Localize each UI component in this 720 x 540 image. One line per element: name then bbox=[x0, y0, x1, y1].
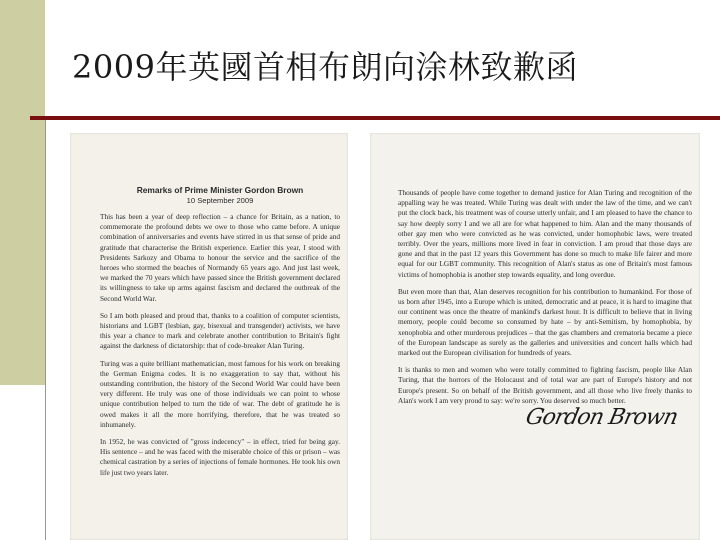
letter-paragraph: But even more than that, Alan deserves recognition for his contribution to humankind. For those of us born after 1945, into a Europe which is united, democratic and at peace, it is hard to imagine that our continent was once the theatre of mankind's darkest hour. It is difficult to believe that in living memory, people could become so consumed by hate – by anti-Semitism, by homophobia, by xenophobia and other murderous prejudices – that the gas chambers and crematoria became a piece of the European landscape as surely as the galleries and universities and concert halls which had marked out the European civilisation for hundreds of years. bbox=[398, 286, 692, 358]
letter-date: 10 September 2009 bbox=[186, 196, 254, 205]
letter-paragraph: Turing was a quite brilliant mathematician, most famous for his work on breaking the German Enigma codes. It is no exaggeration to say that, without his outstanding contribution, the history of the Second World War could have been very different. He truly was one of those individuals we can point to whose unique contribution helped to turn the tide of war. The debt of gratitude he is owed makes it all the more horrifying, therefore, that he was treated so inhumanely. bbox=[100, 358, 340, 429]
title-underline bbox=[30, 116, 720, 120]
letter-page-1 bbox=[100, 185, 340, 540]
side-accent-bar bbox=[0, 0, 45, 385]
letter-page-2 bbox=[398, 188, 692, 540]
letter-page-2-photo bbox=[370, 133, 700, 540]
handwritten-signature: Gordon Brown bbox=[523, 405, 680, 431]
letter-paragraph: It is thanks to men and women who were totally committed to fighting fascism, people like Alan Turing, that the horrors of the Holocaust and of total war are part of Europe's history and not Europe's present. So on behalf of the British government, and all those who live freely thanks to Alan's work I am very proud to say: we're sorry. You deserved so much better. bbox=[398, 365, 692, 405]
letter-paragraph: So I am both pleased and proud that, thanks to a coalition of computer scientists, historians and LGBT (lesbian, gay, bisexual and transgender) activists, we have this year a chance to mark and celebrate another contribution to Britain's fight against the darkness of dictatorship: that of code-breaker Alan Turing. bbox=[100, 310, 340, 351]
letter-page-1-photo bbox=[70, 133, 348, 540]
letter-paragraph: This has been a year of deep reflection – a chance for Britain, as a nation, to commemorate the profound debts we owe to those who came before. A unique combination of anniversaries and events have stirred in us that sense of pride and gratitude that characterise the British experience. Earlier this year, I stood with Presidents Sarkozy and Obama to honour the service and the sacrifice of the heroes who stormed the beaches of Normandy 65 years ago. And just last week, we marked the 70 years which have passed since the British government declared its willingness to take up arms against fascism and declared the outbreak of the Second World War. bbox=[100, 212, 340, 303]
letter-paragraph: Thousands of people have come together to demand justice for Alan Turing and recognition of the appalling way he was treated. While Turing was dealt with under the law of the time, and we can't put the clock back, his treatment was of course utterly unfair, and I am pleased to have the chance to say how deeply sorry I and we all are for what happened to him. Alan and the many thousands of other gay men who were convicted as he was convicted, under homophobic laws, were treated terribly. Over the years, millions more lived in fear in conviction. I am proud that those days are gone and that in the past 12 years this Government has done so much to make life fairer and more equal for our LGBT community. This recognition of Alan's status as one of Britain's most famous victims of homophobia is another step towards equality, and long overdue. bbox=[398, 188, 692, 279]
letter-heading: Remarks of Prime Minister Gordon Brown bbox=[136, 185, 304, 195]
slide-title: 2009年英國首相布朗向涂林致歉函 bbox=[72, 48, 578, 86]
letter-paragraph: In 1952, he was convicted of "gross indecency" – in effect, tried for being gay. His sentence – and he was faced with the miserable choice of this or prison – was chemical castration by a series of injections of female hormones. He took his own life just two years later. bbox=[100, 437, 340, 477]
vertical-accent-line bbox=[45, 120, 46, 540]
